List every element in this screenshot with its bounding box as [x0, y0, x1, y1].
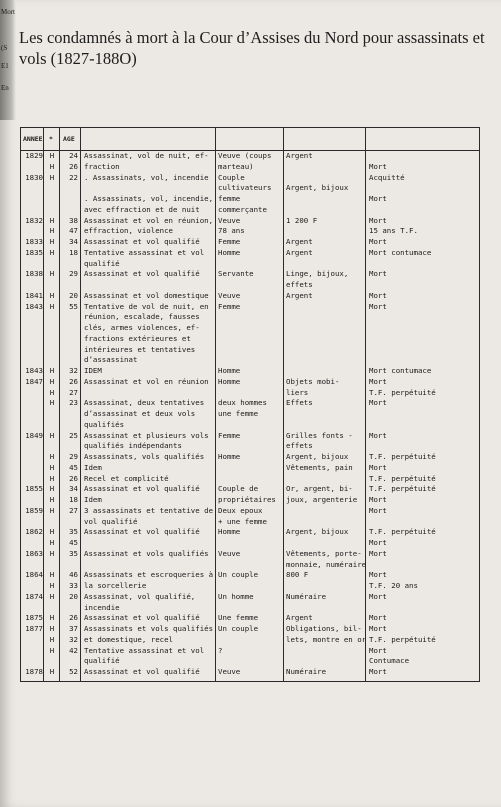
- cell-crime: Assassinats et escroqueries à: [84, 570, 214, 580]
- table-row: [21, 452, 479, 462]
- table-row: [21, 613, 479, 623]
- cell-sex: H: [49, 462, 55, 472]
- cell-sex: H: [49, 452, 55, 461]
- cell-crime: clés, armes violences, ef-: [84, 323, 200, 332]
- cell-verdict: Mort: [369, 215, 387, 225]
- cell-age: 32: [69, 634, 78, 644]
- table-row: [21, 183, 479, 193]
- cell-annee: 1835: [25, 247, 43, 257]
- cell-crime: effraction, violence: [84, 226, 173, 236]
- cell-crime: Assassinats, vols qualifiés: [84, 452, 205, 461]
- table-row: [21, 441, 479, 451]
- cell-sex: H: [49, 215, 55, 225]
- cell-verdict: Mort: [369, 462, 387, 472]
- cell-victim: Couple de: [218, 484, 259, 494]
- cell-loot: Vêtements, porte-: [286, 548, 362, 558]
- table-row: [21, 549, 479, 559]
- cell-loot: Linge, bijoux,: [286, 269, 349, 279]
- cell-verdict: T.F. perpétuité: [369, 484, 436, 494]
- cell-loot: Argent: [286, 290, 313, 300]
- table-row: [21, 431, 479, 441]
- cell-verdict: Mort: [369, 301, 387, 311]
- table-row: [21, 173, 479, 183]
- cell-crime: vol qualifié: [84, 516, 138, 526]
- cell-loot: Obligations, bil-: [286, 624, 362, 633]
- cell-victim: marteau): [218, 161, 254, 171]
- cell-crime: qualifiés: [84, 419, 125, 429]
- cell-crime: Assassinat et vol qualifié: [84, 667, 200, 676]
- cell-crime: fractions extérieures et: [84, 333, 191, 343]
- cell-annee: 1843: [25, 301, 43, 311]
- cell-annee: 1864: [25, 570, 43, 580]
- cell-sex: H: [49, 387, 55, 397]
- cell-crime: Assassinats et vols qualifiés: [84, 624, 214, 633]
- table-row: [21, 280, 479, 290]
- cell-age: 29: [69, 452, 78, 461]
- table-row: [21, 463, 479, 473]
- table-header: [21, 128, 479, 151]
- cell-crime: Assassinat et plusieurs vols: [84, 430, 209, 440]
- table-row: [21, 237, 479, 247]
- cell-verdict: Mort: [369, 290, 387, 300]
- cell-sex: H: [49, 161, 55, 171]
- table-row: [21, 302, 479, 312]
- cell-annee: 1878: [25, 667, 43, 676]
- table-row: [21, 581, 479, 591]
- table-row: [21, 474, 479, 484]
- cell-victim: Veuve: [218, 215, 241, 225]
- cell-crime: Tentative assassinat et vol: [84, 645, 205, 655]
- cell-verdict: Mort: [369, 161, 387, 171]
- cell-annee: 1862: [25, 527, 43, 537]
- cell-crime: Tentative de vol de nuit, en: [84, 301, 209, 311]
- cell-age: 23: [69, 398, 78, 408]
- cell-verdict: Mort: [369, 667, 387, 676]
- cell-crime: fraction: [84, 161, 120, 171]
- cell-victim: Homme: [218, 376, 241, 386]
- spine-text: En: [1, 84, 9, 92]
- cell-age: 52: [69, 667, 78, 676]
- header-age: AGE: [63, 135, 75, 143]
- cell-age: 34: [69, 237, 78, 246]
- table-row: [21, 151, 479, 161]
- table-row: [21, 624, 479, 634]
- cell-age: 32: [69, 366, 78, 375]
- cell-loot: liers: [286, 387, 309, 397]
- cell-age: 37: [69, 624, 78, 633]
- table-row: [21, 603, 479, 613]
- cell-sex: H: [49, 398, 55, 408]
- cell-victim: Un homme: [218, 591, 254, 601]
- cell-sex: H: [49, 548, 55, 558]
- cell-crime: Assassinat, vol qualifié,: [84, 591, 196, 601]
- cell-crime: Recel et complicité: [84, 473, 169, 483]
- table-row: [21, 420, 479, 430]
- table-row: [21, 312, 479, 322]
- cell-annee: 1875: [25, 613, 43, 623]
- cell-annee: 1849: [25, 430, 43, 440]
- cell-victim: Servante: [218, 269, 254, 279]
- cell-annee: 1830: [25, 172, 43, 182]
- cell-annee: 1855: [25, 484, 43, 494]
- cell-verdict: Mort: [369, 505, 387, 515]
- table-row: [21, 269, 479, 279]
- cell-sex: H: [49, 376, 55, 386]
- cell-verdict: Mort: [369, 570, 387, 580]
- table-row: [21, 484, 479, 494]
- table-row: [21, 506, 479, 516]
- table-row: [21, 388, 479, 398]
- table-row: [21, 248, 479, 258]
- cell-crime: intérieures et tentatives: [84, 344, 196, 354]
- cell-sex: H: [49, 237, 55, 246]
- cell-sex: H: [49, 624, 55, 633]
- table-row: [21, 334, 479, 344]
- table-row: [21, 216, 479, 226]
- cell-sex: H: [49, 538, 55, 547]
- cell-sex: H: [49, 634, 55, 644]
- cell-sex: H: [49, 247, 55, 257]
- cell-loot: Argent, bijoux: [286, 527, 349, 537]
- table-row: [21, 291, 479, 301]
- cell-verdict: Mort: [369, 613, 387, 623]
- table-row: [21, 560, 479, 570]
- cell-sex: H: [49, 495, 55, 504]
- cell-victim: deux hommes: [218, 398, 267, 408]
- cell-victim: une femme: [218, 409, 259, 418]
- cell-crime: Assassinat et vol domestique: [84, 290, 209, 300]
- cell-crime: . Assassinats, vol, incendie,: [84, 194, 214, 203]
- cell-sex: H: [49, 505, 55, 515]
- cell-annee: 1859: [25, 505, 43, 515]
- cell-victim: Une femme: [218, 613, 259, 623]
- cell-age: 29: [69, 269, 78, 279]
- cell-loot: 1 200 F: [286, 215, 318, 225]
- cell-sex: H: [49, 430, 55, 440]
- cell-verdict: Mort: [369, 538, 387, 547]
- table-row: [21, 226, 479, 236]
- cell-loot: Effets: [286, 398, 313, 408]
- cell-crime: réunion, escalade, fausses: [84, 312, 200, 322]
- cell-annee: 1841: [25, 290, 43, 300]
- cell-age: 42: [69, 645, 78, 655]
- cell-crime: Assassinat et vol qualifié: [84, 613, 200, 623]
- convictions-table: [20, 127, 480, 682]
- table-row: [21, 162, 479, 172]
- cell-loot: Argent: [286, 613, 313, 623]
- cell-annee: 1863: [25, 548, 43, 558]
- table-row: [21, 398, 479, 408]
- header-annee: ANNEE: [23, 135, 43, 143]
- cell-verdict: T.F. 20 ans: [369, 581, 418, 590]
- cell-age: 20: [69, 290, 78, 300]
- cell-age: 35: [69, 548, 78, 558]
- table-row: [21, 646, 479, 656]
- facing-page-edge: [0, 0, 16, 120]
- cell-crime: qualifiés indépendants: [84, 441, 182, 451]
- cell-verdict: Mort: [369, 194, 387, 203]
- cell-victim: Homme: [218, 247, 241, 257]
- cell-verdict: T.F. perpétuité: [369, 387, 436, 397]
- cell-age: 27: [69, 387, 78, 397]
- cell-victim: Veuve (coups: [218, 151, 272, 160]
- cell-loot: joux, argenterie: [286, 495, 358, 504]
- cell-victim: cultivateurs: [218, 183, 272, 193]
- cell-age: 38: [69, 215, 78, 225]
- cell-sex: H: [49, 151, 55, 160]
- cell-verdict: Acquitté: [369, 172, 405, 182]
- table-row: [21, 377, 479, 387]
- cell-loot: 800 F: [286, 570, 309, 580]
- table-row: [21, 205, 479, 215]
- cell-crime: et domestique, recel: [84, 634, 173, 644]
- table-row: [21, 656, 479, 666]
- cell-annee: 1874: [25, 591, 43, 601]
- cell-sex: H: [49, 613, 55, 623]
- cell-age: 35: [69, 527, 78, 537]
- table-row: [21, 194, 479, 204]
- cell-age: 22: [69, 172, 78, 182]
- spine-text: Mort: [1, 8, 15, 16]
- cell-sex: H: [49, 172, 55, 182]
- cell-crime: Assassinat, vol de nuit, ef-: [84, 151, 209, 160]
- cell-age: 55: [69, 301, 78, 311]
- cell-age: 18: [69, 247, 78, 257]
- cell-loot: Argent: [286, 247, 313, 257]
- cell-crime: IDEM: [84, 366, 102, 375]
- cell-loot: effets: [286, 280, 313, 289]
- cell-crime: Assassinat et vols qualifiés: [84, 548, 209, 558]
- cell-loot: Or, argent, bi-: [286, 484, 353, 494]
- cell-loot: Vêtements, pain: [286, 462, 353, 472]
- cell-verdict: T.F. perpétuité: [369, 527, 436, 537]
- cell-victim: 78 ans: [218, 226, 245, 236]
- cell-victim: Femme: [218, 237, 241, 246]
- cell-victim: Homme: [218, 452, 241, 461]
- cell-sex: H: [49, 645, 55, 655]
- cell-verdict: T.F. perpétuité: [369, 634, 436, 644]
- cell-crime: Assassinat et vol en réunion,: [84, 215, 214, 225]
- cell-verdict: Mort: [369, 430, 387, 440]
- cell-sex: H: [49, 581, 55, 590]
- cell-crime: avec effraction et de nuit: [84, 204, 200, 214]
- cell-crime: qualifié: [84, 258, 120, 268]
- cell-victim: Femme: [218, 430, 241, 440]
- cell-age: 47: [69, 226, 78, 236]
- cell-age: 25: [69, 430, 78, 440]
- cell-victim: ?: [218, 645, 223, 655]
- cell-age: 26: [69, 161, 78, 171]
- cell-crime: Assassinat et vol en réunion: [84, 376, 209, 386]
- cell-sex: H: [49, 527, 55, 537]
- table-row: [21, 259, 479, 269]
- cell-sex: H: [49, 269, 55, 279]
- cell-verdict: Mort: [369, 624, 387, 633]
- table-row: [21, 409, 479, 419]
- cell-annee: 1843: [25, 366, 43, 375]
- cell-verdict: Mort: [369, 591, 387, 601]
- cell-verdict: Mort contumace: [369, 247, 432, 257]
- cell-age: 24: [69, 151, 78, 160]
- cell-victim: Un couple: [218, 624, 259, 633]
- header-star: *: [49, 135, 53, 143]
- table-row: [21, 495, 479, 505]
- cell-crime: Assassinat et vol qualifié: [84, 237, 200, 246]
- cell-age: 18: [69, 495, 78, 504]
- page-title: Les condamnés à mort à la Cour d’Assises du Nord pour assassinats et vols (1827-188O): [19, 28, 485, 68]
- cell-verdict: Mort: [369, 376, 387, 386]
- cell-verdict: Mort: [369, 237, 387, 246]
- cell-loot: Numéraire: [286, 591, 327, 601]
- table-row: [21, 635, 479, 645]
- cell-crime: Idem: [84, 495, 102, 504]
- cell-age: 34: [69, 484, 78, 494]
- cell-loot: Grilles fonts -: [286, 430, 353, 440]
- cell-age: 20: [69, 591, 78, 601]
- table-row: [21, 366, 479, 376]
- cell-crime: Assassinat et vol qualifié: [84, 527, 200, 537]
- cell-verdict: Mort: [369, 398, 387, 408]
- table-row: [21, 323, 479, 333]
- cell-age: 46: [69, 570, 78, 580]
- cell-verdict: Mort: [369, 495, 387, 504]
- table-row: [21, 355, 479, 365]
- spine-text: (S: [1, 44, 8, 52]
- cell-age: 45: [69, 538, 78, 547]
- cell-crime: d’assassinat et deux vols: [84, 409, 196, 418]
- table-row: [21, 592, 479, 602]
- cell-verdict: Mort: [369, 269, 387, 279]
- cell-annee: 1829: [25, 151, 43, 160]
- cell-age: 26: [69, 473, 78, 483]
- cell-victim: Deux epoux: [218, 505, 263, 515]
- spine-text: E1: [1, 62, 9, 70]
- cell-verdict: Contumace: [369, 656, 410, 666]
- cell-crime: incendie: [84, 602, 120, 612]
- cell-loot: Numéraire: [286, 667, 327, 676]
- cell-annee: 1832: [25, 215, 43, 225]
- cell-victim: Veuve: [218, 667, 241, 676]
- cell-loot: Objets mobi-: [286, 376, 340, 386]
- table-row: [21, 538, 479, 548]
- cell-loot: effets: [286, 441, 313, 451]
- cell-age: 26: [69, 613, 78, 623]
- cell-victim: propriétaires: [218, 495, 276, 504]
- cell-crime: Assassinat, deux tentatives: [84, 398, 205, 408]
- cell-loot: lets, montre en or: [286, 634, 367, 644]
- cell-crime: Assassinat et vol qualifié: [84, 269, 200, 279]
- cell-sex: H: [49, 667, 55, 676]
- cell-sex: H: [49, 290, 55, 300]
- cell-victim: Homme: [218, 366, 241, 375]
- cell-victim: + une femme: [218, 516, 267, 526]
- cell-sex: H: [49, 301, 55, 311]
- cell-crime: 3 assassinats et tentative de: [84, 505, 214, 515]
- cell-annee: 1833: [25, 237, 43, 246]
- cell-victim: commerçante: [218, 204, 267, 214]
- cell-verdict: T.F. perpétuité: [369, 452, 436, 461]
- cell-loot: Argent, bijoux: [286, 183, 349, 193]
- cell-victim: Femme: [218, 301, 241, 311]
- cell-verdict: Mort: [369, 645, 387, 655]
- table-row: [21, 570, 479, 580]
- table-row: [21, 517, 479, 527]
- cell-loot: monnaie, numéraire: [286, 559, 367, 569]
- cell-victim: Veuve: [218, 290, 241, 300]
- cell-loot: Argent: [286, 151, 313, 160]
- table-row: [21, 345, 479, 355]
- cell-crime: Tentative assassinat et vol: [84, 247, 205, 257]
- cell-age: 27: [69, 505, 78, 515]
- cell-crime: . Assassinats, vol, incendie: [84, 172, 209, 182]
- cell-victim: Veuve: [218, 548, 241, 558]
- cell-crime: qualifié: [84, 656, 120, 666]
- cell-verdict: T.F. perpétuité: [369, 473, 436, 483]
- cell-loot: Argent: [286, 237, 313, 246]
- cell-crime: d’assassinat: [84, 355, 138, 365]
- cell-loot: Argent, bijoux: [286, 452, 349, 461]
- cell-sex: H: [49, 570, 55, 580]
- cell-victim: Homme: [218, 527, 241, 537]
- cell-annee: 1847: [25, 376, 43, 386]
- cell-sex: H: [49, 591, 55, 601]
- cell-victim: femme: [218, 194, 241, 203]
- cell-crime: Idem: [84, 462, 102, 472]
- cell-victim: Un couple: [218, 570, 259, 580]
- cell-annee: 1877: [25, 624, 43, 633]
- cell-sex: H: [49, 366, 55, 375]
- cell-sex: H: [49, 473, 55, 483]
- cell-crime: Assassinat et vol qualifié: [84, 484, 200, 494]
- cell-sex: H: [49, 226, 55, 236]
- table-row: [21, 667, 479, 677]
- cell-victim: Couple: [218, 172, 245, 182]
- cell-verdict: 15 ans T.F.: [369, 226, 418, 236]
- cell-annee: 1838: [25, 269, 43, 279]
- table-row: [21, 527, 479, 537]
- cell-age: 26: [69, 376, 78, 386]
- cell-crime: la sorcellerie: [84, 581, 147, 590]
- cell-age: 33: [69, 581, 78, 590]
- cell-verdict: Mort: [369, 548, 387, 558]
- cell-sex: H: [49, 484, 55, 494]
- cell-age: 45: [69, 462, 78, 472]
- cell-verdict: Mort contumace: [369, 366, 432, 375]
